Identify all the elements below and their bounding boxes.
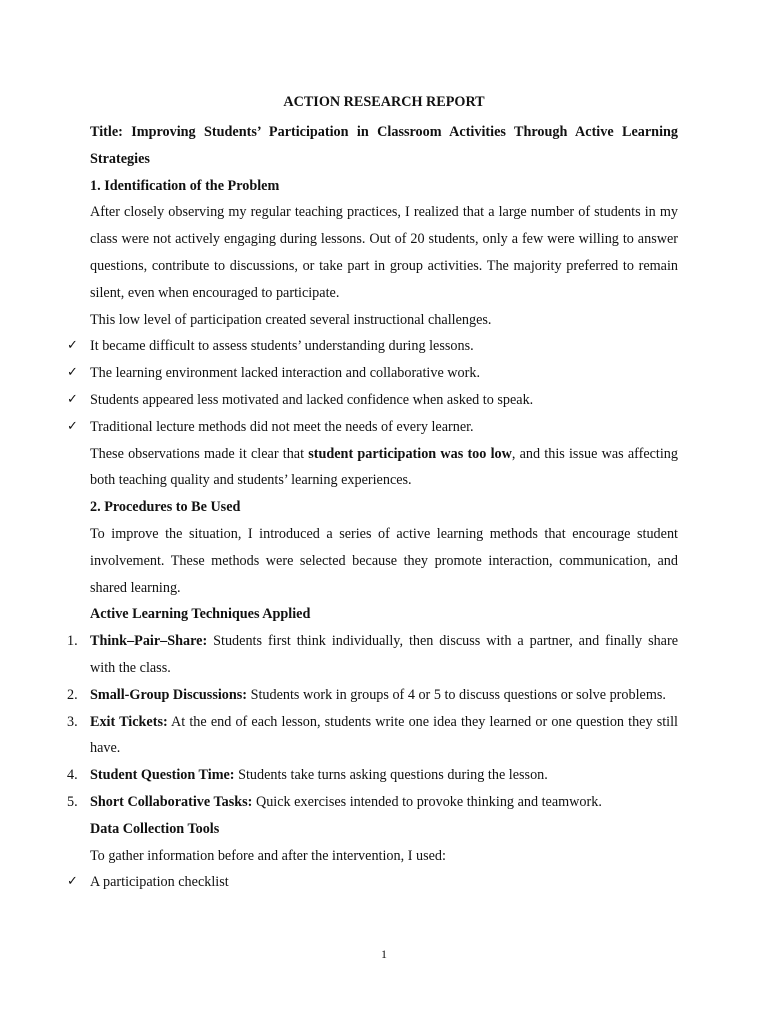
list-item [67, 628, 678, 682]
list-item [67, 360, 678, 387]
tools-list [67, 869, 678, 896]
techniques-heading: Active Learning Techniques Applied [90, 606, 311, 623]
technique-description: At the end of each lesson, students write one idea they learned or one question they still have. [90, 713, 678, 757]
section-1-paragraph-2: This low level of participation created several instructional challenges. [90, 311, 492, 328]
technique-description: Students first think individually, then discuss with a partner, and finally share with the class. [90, 633, 678, 676]
technique-name: Short Collaborative Tasks: [90, 793, 253, 810]
data-collection-heading: Data Collection Tools [90, 820, 220, 837]
section-1-paragraph-1: After closely observing my regular teaching practices, I realized that a large number of students in my class were not actively engaging during lessons. Out of 20 students, only a few were willing to answer questions, contribute to discussions, or take part in group activities. The majority preferred to remain silent, even when encouraged to participate. [90, 204, 678, 301]
list-item [67, 762, 678, 789]
technique-description: Students take turns asking questions during the lesson. [234, 767, 548, 784]
emphasis-text: student participation was too low [308, 445, 512, 462]
list-item [67, 333, 678, 360]
technique-name: Think–Pair–Share: [90, 633, 208, 650]
page-number: 1 [381, 947, 387, 961]
list-number: 2. [67, 686, 78, 703]
checkmark-icon: ✓ [67, 874, 78, 890]
list-number: 4. [67, 767, 78, 784]
list-item [67, 869, 678, 896]
technique-description: Quick exercises intended to provoke thinking and teamwork. [252, 793, 602, 810]
section-2-paragraph-1: To improve the situation, I introduced a series of active learning methods that encourage student involvement. These methods were selected because they promote interaction, communication, and shared learning. [90, 525, 678, 596]
list-item [67, 414, 678, 441]
technique-description: Students work in groups of 4 or 5 to discuss questions or solve problems. [247, 686, 666, 703]
paragraph-text: These observations made it clear that [90, 445, 309, 462]
list-number: 5. [67, 793, 78, 810]
section-1-paragraph-3 [90, 441, 678, 495]
list-item [67, 709, 678, 763]
paragraph-text: , and this issue was affecting both teaching quality and students’ learning experiences. [90, 445, 678, 489]
list-item-text: A participation checklist [90, 874, 229, 891]
techniques-list [67, 628, 678, 816]
list-item [67, 387, 678, 414]
list-number: 3. [67, 713, 78, 730]
technique-name: Student Question Time: [90, 767, 235, 784]
report-subject-title: Title: Improving Students’ Participation in Classroom Activities Through Active Learning Strategies [90, 124, 678, 167]
checkmark-icon: ✓ [67, 338, 78, 354]
challenges-list [67, 333, 678, 440]
report-title: ACTION RESEARCH REPORT [283, 94, 485, 110]
document-body [67, 92, 678, 896]
list-item-text: Traditional lecture methods did not meet the needs of every learner. [90, 418, 474, 435]
list-item-text: The learning environment lacked interaction and collaborative work. [90, 365, 481, 382]
data-collection-intro: To gather information before and after the intervention, I used: [90, 847, 446, 864]
list-item [67, 682, 678, 709]
list-item-text: Students appeared less motivated and lacked confidence when asked to speak. [90, 391, 534, 408]
checkmark-icon: ✓ [67, 391, 78, 407]
technique-name: Exit Tickets: [90, 713, 168, 730]
list-number: 1. [67, 633, 78, 650]
list-item-text: It became difficult to assess students’ understanding during lessons. [90, 338, 474, 355]
technique-name: Small-Group Discussions: [90, 686, 248, 703]
list-item [67, 789, 678, 816]
checkmark-icon: ✓ [67, 418, 78, 434]
section-2-heading: 2. Procedures to Be Used [90, 499, 241, 516]
section-1-heading: 1. Identification of the Problem [90, 177, 280, 194]
checkmark-icon: ✓ [67, 365, 78, 381]
